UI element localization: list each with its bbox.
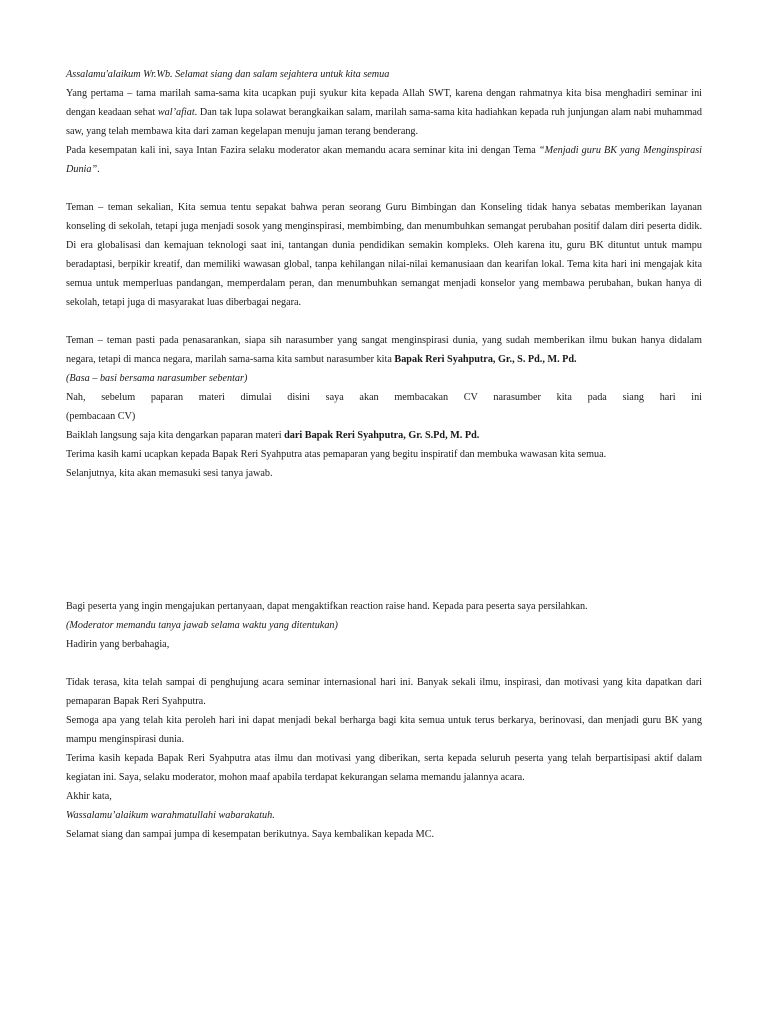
thanks-line: Terima kasih kami ucapkan kepada Bapak Reri Syahputra atas pemaparan yang begitu inspiratif dan membuka wawasan kita semua. — [66, 449, 607, 460]
paragraph-opening-praise — [66, 84, 702, 141]
paragraph-text: Yang pertama – tama marilah sama-sama kita ucapkan puji syukur kita kepada Allah SWT, karena dengan rahmatnya kita bisa menghadiri seminar ini dengan keadaan sehat — [66, 88, 702, 118]
paragraph-closing-hope: Semoga apa yang telah kita peroleh hari ini dapat menjadi bekal berharga bagi kita semua untuk terus berkarya, berinovasi, dan menjadi guru BK yang mampu menginspirasi dunia. — [66, 715, 702, 745]
akhir-kata: Akhir kata, — [66, 791, 112, 802]
closing-line: Selamat siang dan sampai jumpa di kesempatan berikutnya. Saya kembalikan kepada MC. — [66, 829, 435, 840]
paragraph-material-intro — [66, 426, 702, 445]
paragraph-text: . Dan tak lupa solawat berangkaikan salam, marilah sama-sama kita hadiahkan kepada ruh junjungan alam nabi muhammad saw, yang telah membawa kita dari zaman kegelapan menuju jaman terang benderang. — [66, 107, 702, 137]
italic-phrase: wal’afiat — [157, 107, 195, 118]
spacer — [66, 179, 702, 198]
speaker-name: dari Bapak Reri Syahputra, Gr. S.Pd, M. Pd. — [284, 430, 480, 441]
paragraph-text: . — [97, 164, 100, 175]
paragraph-moderator-intro — [66, 141, 702, 179]
qa-instructions: Bagi peserta yang ingin mengajukan pertanyaan, dapat mengaktifkan reaction raise hand. Kepada para peserta saya persilahkan. — [66, 601, 588, 612]
closing-greeting: Wassalamu’alaikum warahmatullahi wabarakatuh. — [66, 810, 275, 821]
audience-address: Hadirin yang berbahagia, — [66, 639, 170, 650]
cv-announcement: Nah, sebelum paparan materi dimulai disini saya akan membacakan CV narasumber kita pada siang hari ini — [66, 392, 702, 403]
paragraph-text: Teman – teman pasti pada penasarankan, siapa sih narasumber yang sangat menginspirasi dunia, yang sudah memberikan ilmu bukan hanya didalam negara, tetapi di manca negara, marilah sama-sama kita sambut narasumber kita — [66, 335, 702, 365]
paragraph-text: Pada kesempatan kali ini, saya Intan Fazira selaku moderator akan memandu acara seminar kita ini dengan Tema — [66, 145, 539, 156]
speaker-name: Bapak Reri Syahputra, Gr., S. Pd., M. Pd. — [394, 354, 577, 365]
stage-direction-cv: (pembacaan CV) — [66, 411, 136, 422]
spacer — [66, 312, 702, 331]
paragraph-theme-explanation: Teman – teman sekalian, Kita semua tentu sepakat bahwa peran seorang Guru Bimbingan dan Konseling tidak hanya sebatas memberikan layanan konseling di sekolah, tetapi juga menjadi sosok yang menginspirasi, membimbing, dan menumbuhkan semangat perubahan positif dalam diri peserta didik. Di era globalisasi dan kemajuan teknologi saat ini, tantangan dunia pendidikan semakin kompleks. Oleh karena itu, guru BK dituntut untuk mampu beradaptasi, berpikir kreatif, dan memiliki wawasan global, tanpa kehilangan nilai-nilai kemanusiaan dan kearifan lokal. Tema kita hari ini mengajak kita semua untuk memperluas pandangan, memperdalam peran, dan menumbuhkan semangat menjadi konselor yang membawa perubahan, bukan hanya di sekolah, tetapi juga di masyarakat luas diberbagai negara. — [66, 202, 702, 308]
paragraph-closing-summary: Tidak terasa, kita telah sampai di penghujung acara seminar internasional hari ini. Banyak sekali ilmu, inspirasi, dan motivasi yang kita dapatkan dari pemaparan Bapak Reri Syahputra. — [66, 677, 702, 707]
theme-title: “Menjadi guru BK yang Menginspirasi Dunia” — [66, 145, 702, 175]
stage-direction-basa-basi: (Basa – basi bersama narasumber sebentar) — [66, 373, 248, 384]
spacer — [66, 654, 702, 673]
next-session-line: Selanjutnya, kita akan memasuki sesi tanya jawab. — [66, 468, 273, 479]
opening-greeting: Assalamu'alaikum Wr.Wb. Selamat siang dan salam sejahtera untuk kita semua — [66, 69, 390, 80]
spacer — [66, 483, 702, 597]
paragraph-speaker-intro — [66, 331, 702, 369]
paragraph-closing-thanks: Terima kasih kepada Bapak Reri Syahputra atas ilmu dan motivasi yang diberikan, serta kepada seluruh peserta yang telah berpartisipasi aktif dalam kegiatan ini. Saya, selaku moderator, mohon maaf apabila terdapat kekurangan selama memandu jalannya acara. — [66, 753, 702, 783]
stage-direction-qa: (Moderator memandu tanya jawab selama waktu yang ditentukan) — [66, 620, 338, 631]
paragraph-text: Baiklah langsung saja kita dengarkan paparan materi — [66, 430, 285, 441]
